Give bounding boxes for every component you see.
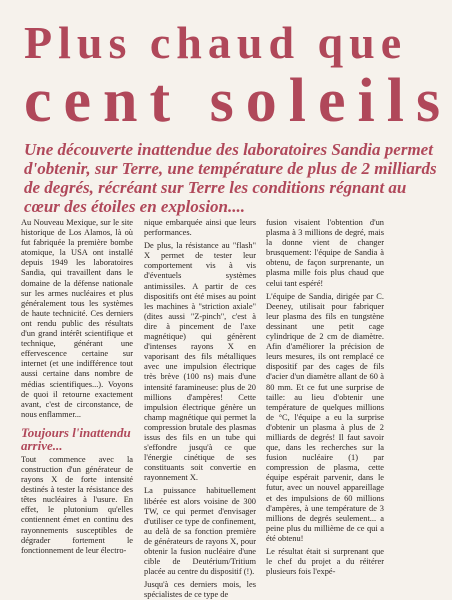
headline-line-2: cent soleils bbox=[24, 67, 452, 135]
paragraph: Au Nouveau Mexique, sur le site historique de Los Alamos, là où fut fabriquée la première bombe atomique, la USA ont installé depuis 1949 les laboratoires Sandia, qui travaillent dans le domaine de la défense nationale sur les armes nucléaires et plus généralement tous les systèmes de haute technicité. Ces derniers ont rendu public des résultats d'un grand intérêt scientifique et technique, générant une effervescence certaine sur internet (et une indifférence tout aussi certaine dans nombre de médias scientifiques...). Voyons de quoi il retourne exactement avant, c'est de circonstance, de nous enflammer... bbox=[21, 218, 133, 419]
paragraph: De plus, la résistance au "flash" X permet de tester leur comportement vis à vis d'éventuels systèmes antimissiles. A partir de ces dispositifs ont été mises au point les machines à "striction axiale" (dites aussi "Z-pinch", c'est à dire à pincement de l'axe magnétique) qui génèrent d'intenses rayons X en vaporisant des fils métalliques avec une impulsion électrique très brève (100 ns) mais d'une intensité faramineuse: plus de 20 millions d'ampères! Cette impulsion électrique génère un champ magnétique qui permet la compression brutale des plasmas issus des fils en un tube qui s'effondre jusqu'à ce que l'énergie cinétique de ses constituants soit convertie en rayonnement X. bbox=[144, 241, 256, 483]
text-column-1 bbox=[21, 218, 133, 561]
headline-line-1: Plus chaud que bbox=[24, 17, 408, 68]
article-lede: Une découverte inattendue des laboratoires Sandia permet d'obtenir, sur Terre, une température de plus de 2 milliards de degrés, récréant sur Terre les conditions régnant au cœur des étoiles en explosion.... bbox=[24, 140, 437, 216]
paragraph: Le résultat était si surprenant que le chef du projet a du réitérer plusieurs fois l'expé- bbox=[266, 547, 384, 577]
paragraph: nique embarquée ainsi que leurs performances. bbox=[144, 218, 256, 238]
paragraph: Tout commence avec la construction d'un générateur de rayons X de forte intensité destinés à tester la résistance des têtes nucléaires à l'usure. En effet, le plutonium qu'elles contiennent émet en continu des rayonnements susceptibles de dégrader fortement le fonctionnement de leur électro- bbox=[21, 454, 133, 555]
paragraph: fusion visaient l'obtention d'un plasma à 3 millions de degré, mais la donne vient de changer brusquement: l'équipe de Sandia à obtenu, de façon surprenante, un plasma mille fois plus chaud que celui tant espéré! bbox=[266, 218, 384, 288]
paragraph: L'équipe de Sandia, dirigée par C. Deeney, utilisait pour fabriquer leur plasma des fils en tungstène dessinant une petit cage cylindrique de 2 cm de diamètre. Afin d'améliorer la précision de leurs mesures, ils ont remplacé ce dispositif par des cages de fils d'acier d'un diamètre allant de 60 à 80 mm. Et ce fut une surprise de taille: au lieu d'obtenir une température de quelques millions de °C, l'équipe a eu la surprise d'obtenir un plasma à plus de 2 milliards de degrés! Il faut savoir que, dans les recherches sur la fusion nucléaire (1) par compression de plasma, cette équipe espérait parvenir, dans le futur, avec un nouvel appareillage et des impulsions de 60 millions d'ampères, à une température de 3 millions de degrés seulement... a peine plus du millième de ce qui a été obtenu! bbox=[266, 291, 384, 543]
section-subheading: Toujours l'inattendu arrive... bbox=[21, 424, 131, 453]
text-column-2 bbox=[144, 218, 256, 600]
text-column-3 bbox=[266, 218, 384, 577]
paragraph: Jusqu'à ces derniers mois, les spécialistes de ce type de bbox=[144, 580, 256, 600]
paragraph: La puissance habituellement libérée est alors voisine de 300 TW, ce qui permet d'envisager d'utiliser ce type de confinement, au delà de sa fonction première de générateurs de rayons X, pour obtenir la fusion nucléaire d'une cible de Deutérium/Tritium placée au centre du dispositif (!). bbox=[144, 486, 256, 577]
